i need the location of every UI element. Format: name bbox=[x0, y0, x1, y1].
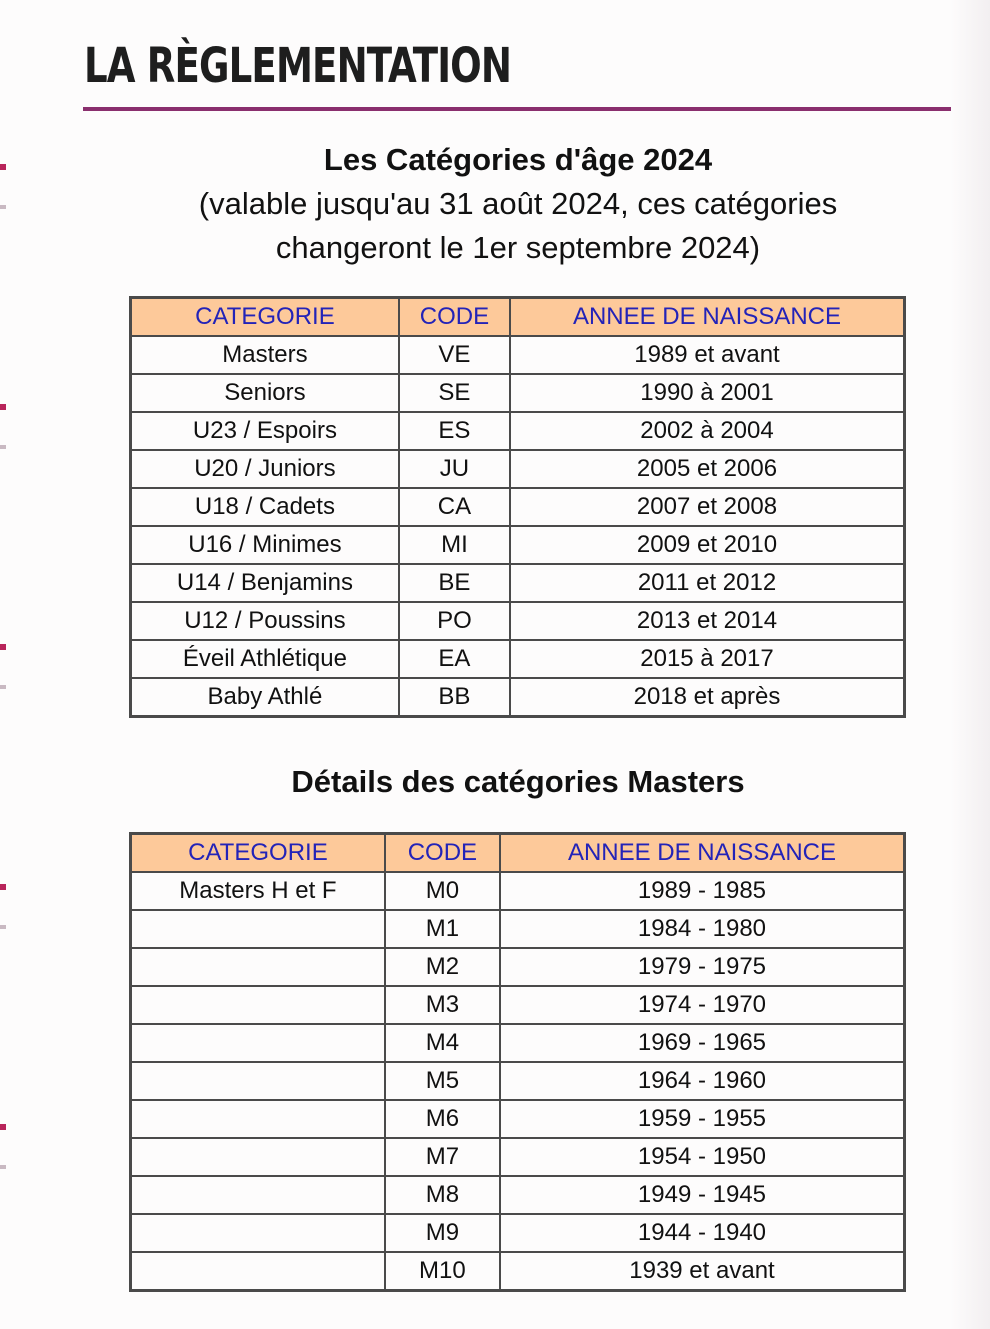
cell-annee: 1949 - 1945 bbox=[500, 1176, 905, 1214]
table-row bbox=[131, 678, 905, 717]
cell-categorie: Seniors bbox=[131, 374, 399, 412]
cell-code: M5 bbox=[385, 1062, 500, 1100]
table-row bbox=[131, 948, 905, 986]
cell-code: M3 bbox=[385, 986, 500, 1024]
cell-annee: 1959 - 1955 bbox=[500, 1100, 905, 1138]
table-row bbox=[131, 564, 905, 602]
cell-code: M7 bbox=[385, 1138, 500, 1176]
table-row bbox=[131, 526, 905, 564]
cell-annee: 2005 et 2006 bbox=[510, 450, 905, 488]
table-row bbox=[131, 1062, 905, 1100]
header-code: CODE bbox=[399, 298, 510, 337]
age-categories-table bbox=[129, 296, 906, 718]
cell-annee: 1939 et avant bbox=[500, 1252, 905, 1291]
section-heading-masters-title: Détails des catégories Masters bbox=[291, 764, 745, 799]
cell-code: M9 bbox=[385, 1214, 500, 1252]
header-annee-naissance: ANNEE DE NAISSANCE bbox=[510, 298, 905, 337]
masters-categories-table bbox=[129, 832, 906, 1292]
table-header-row bbox=[131, 834, 905, 873]
cell-annee: 2007 et 2008 bbox=[510, 488, 905, 526]
cell-annee: 2013 et 2014 bbox=[510, 602, 905, 640]
table-header-row bbox=[131, 298, 905, 337]
cell-code: M6 bbox=[385, 1100, 500, 1138]
cell-annee: 2002 à 2004 bbox=[510, 412, 905, 450]
cell-annee: 2015 à 2017 bbox=[510, 640, 905, 678]
cell-categorie: Masters H et F bbox=[131, 872, 385, 910]
table-row bbox=[131, 1138, 905, 1176]
cell-code: BB bbox=[399, 678, 510, 717]
table-row bbox=[131, 1214, 905, 1252]
cell-annee: 1984 - 1980 bbox=[500, 910, 905, 948]
table-row bbox=[131, 640, 905, 678]
cell-annee: 1974 - 1970 bbox=[500, 986, 905, 1024]
cell-code: M0 bbox=[385, 872, 500, 910]
table-row bbox=[131, 488, 905, 526]
cell-code: SE bbox=[399, 374, 510, 412]
section-heading-age-categories bbox=[0, 138, 990, 270]
header-categorie: CATEGORIE bbox=[131, 298, 399, 337]
cell-categorie bbox=[131, 1176, 385, 1214]
cell-annee: 1979 - 1975 bbox=[500, 948, 905, 986]
cell-annee: 1944 - 1940 bbox=[500, 1214, 905, 1252]
cell-code: M1 bbox=[385, 910, 500, 948]
cell-code: BE bbox=[399, 564, 510, 602]
cell-categorie bbox=[131, 1214, 385, 1252]
cell-code: M10 bbox=[385, 1252, 500, 1291]
cell-categorie: U12 / Poussins bbox=[131, 602, 399, 640]
cell-annee: 1989 - 1985 bbox=[500, 872, 905, 910]
cell-categorie bbox=[131, 948, 385, 986]
cell-categorie: U14 / Benjamins bbox=[131, 564, 399, 602]
cell-categorie: Masters bbox=[131, 336, 399, 374]
section-heading-masters-details bbox=[0, 760, 990, 804]
cell-categorie bbox=[131, 1138, 385, 1176]
section-heading-subtitle-line2: changeront le 1er septembre 2024) bbox=[275, 230, 761, 265]
cell-categorie: U18 / Cadets bbox=[131, 488, 399, 526]
cell-categorie bbox=[131, 1252, 385, 1291]
cell-categorie bbox=[131, 986, 385, 1024]
cell-categorie bbox=[131, 1062, 385, 1100]
cell-annee: 2009 et 2010 bbox=[510, 526, 905, 564]
table-row bbox=[131, 986, 905, 1024]
table-row bbox=[131, 1176, 905, 1214]
table-row bbox=[131, 872, 905, 910]
cell-annee: 1990 à 2001 bbox=[510, 374, 905, 412]
title-underline bbox=[83, 107, 951, 111]
cell-code: ES bbox=[399, 412, 510, 450]
cell-code: PO bbox=[399, 602, 510, 640]
cell-code: VE bbox=[399, 336, 510, 374]
cell-code: EA bbox=[399, 640, 510, 678]
section-heading-title: Les Catégories d'âge 2024 bbox=[323, 142, 713, 177]
table-row bbox=[131, 450, 905, 488]
cell-annee: 2018 et après bbox=[510, 678, 905, 717]
table-row bbox=[131, 910, 905, 948]
header-code: CODE bbox=[385, 834, 500, 873]
table-row bbox=[131, 602, 905, 640]
cell-annee: 1954 - 1950 bbox=[500, 1138, 905, 1176]
table-row bbox=[131, 1100, 905, 1138]
cell-code: M8 bbox=[385, 1176, 500, 1214]
cell-annee: 2011 et 2012 bbox=[510, 564, 905, 602]
page-title: LA RÈGLEMENTATION bbox=[84, 38, 512, 94]
cell-categorie bbox=[131, 1100, 385, 1138]
table-row bbox=[131, 336, 905, 374]
cell-annee: 1989 et avant bbox=[510, 336, 905, 374]
header-annee-naissance: ANNEE DE NAISSANCE bbox=[500, 834, 905, 873]
cell-annee: 1969 - 1965 bbox=[500, 1024, 905, 1062]
table-row bbox=[131, 1024, 905, 1062]
cell-annee: 1964 - 1960 bbox=[500, 1062, 905, 1100]
cell-code: CA bbox=[399, 488, 510, 526]
table-row bbox=[131, 1252, 905, 1291]
cell-categorie: U20 / Juniors bbox=[131, 450, 399, 488]
cell-categorie: U23 / Espoirs bbox=[131, 412, 399, 450]
header-categorie: CATEGORIE bbox=[131, 834, 385, 873]
cell-categorie: U16 / Minimes bbox=[131, 526, 399, 564]
table-row bbox=[131, 412, 905, 450]
cell-categorie bbox=[131, 910, 385, 948]
cell-categorie: Éveil Athlétique bbox=[131, 640, 399, 678]
cell-code: JU bbox=[399, 450, 510, 488]
cell-code: M4 bbox=[385, 1024, 500, 1062]
table-row bbox=[131, 374, 905, 412]
cell-categorie bbox=[131, 1024, 385, 1062]
cell-categorie: Baby Athlé bbox=[131, 678, 399, 717]
cell-code: M2 bbox=[385, 948, 500, 986]
cell-code: MI bbox=[399, 526, 510, 564]
section-heading-subtitle-line1: (valable jusqu'au 31 août 2024, ces catégories bbox=[198, 186, 838, 221]
